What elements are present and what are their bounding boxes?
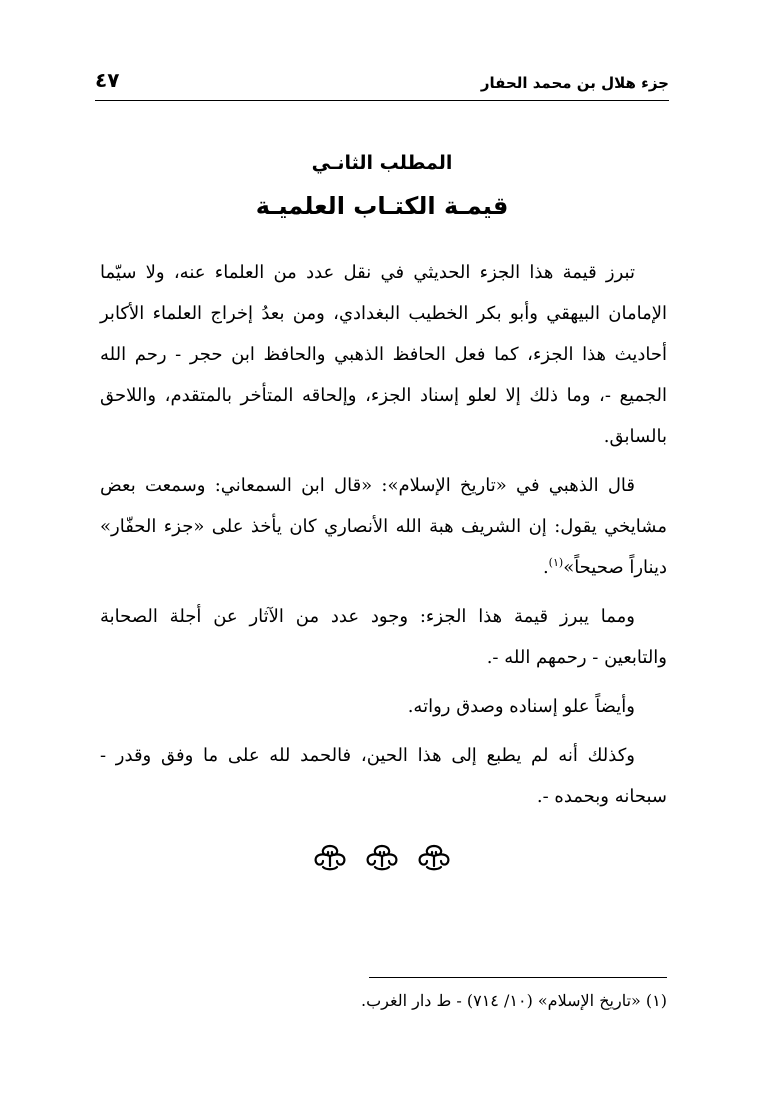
section-label: المطلب الثانـي xyxy=(311,152,453,174)
footnote-marker[interactable]: (١) xyxy=(548,556,564,569)
paragraph-3 xyxy=(100,596,667,678)
section-title: قيمـة الكتـاب العلميـة xyxy=(255,192,509,220)
header-rule xyxy=(95,100,669,101)
footnote-1: (١) «تاريخ الإسلام» (١٠/ ٧١٤) - ط دار الغرب. xyxy=(361,991,667,1010)
paragraph-4 xyxy=(100,686,667,727)
flourish-icon xyxy=(414,842,454,872)
flourish-icon xyxy=(362,842,402,872)
page-number: ٤٧ xyxy=(95,68,120,92)
paragraph-text: ومما يبرز قيمة هذا الجزء: وجود عدد من الآثار عن أجلة الصحابة والتابعين - رحمهم الله -. xyxy=(100,606,667,668)
paragraph-text: وأيضاً علو إسناده وصدق رواته. xyxy=(407,696,635,717)
paragraph-text: تبرز قيمة هذا الجزء الحديثي في نقل عدد من العلماء عنه، ولا سيّما الإمامان البيهقي وأبو بكر الخطيب البغدادي، ومن بعدُ إخراج العلماء الأكابر أحاديث هذا الجزء، كما فعل الحافظ الذهبي والحافظ ابن حجر - رحم الله الجميع -، وما ذلك إلا لعلو إسناد الجزء، وإلحاقه المتأخر بالمتقدم، واللاحق بالسابق. xyxy=(100,262,667,447)
paragraph-1 xyxy=(100,252,667,457)
flourish-icon xyxy=(310,842,350,872)
paragraph-5 xyxy=(100,735,667,817)
running-title: جزء هلال بن محمد الحفار xyxy=(480,74,669,92)
paragraph-text: قال الذهبي في «تاريخ الإسلام»: «قال ابن السمعاني: وسمعت بعض مشايخي يقول: إن الشريف هبة الله الأنصاري كان يأخذ على «جزء الحفّار» ديناراً صحيحاً» xyxy=(100,475,667,578)
paragraph-2 xyxy=(100,465,667,588)
body-text xyxy=(100,252,667,825)
footnote-rule xyxy=(369,977,667,978)
paragraph-text: وكذلك أنه لم يطبع إلى هذا الحين، فالحمد لله على ما وفق وقدر - سبحانه وبحمده -. xyxy=(100,745,667,807)
section-end-ornament xyxy=(0,842,764,877)
running-head xyxy=(95,66,669,98)
paragraph-tail: . xyxy=(542,557,549,578)
